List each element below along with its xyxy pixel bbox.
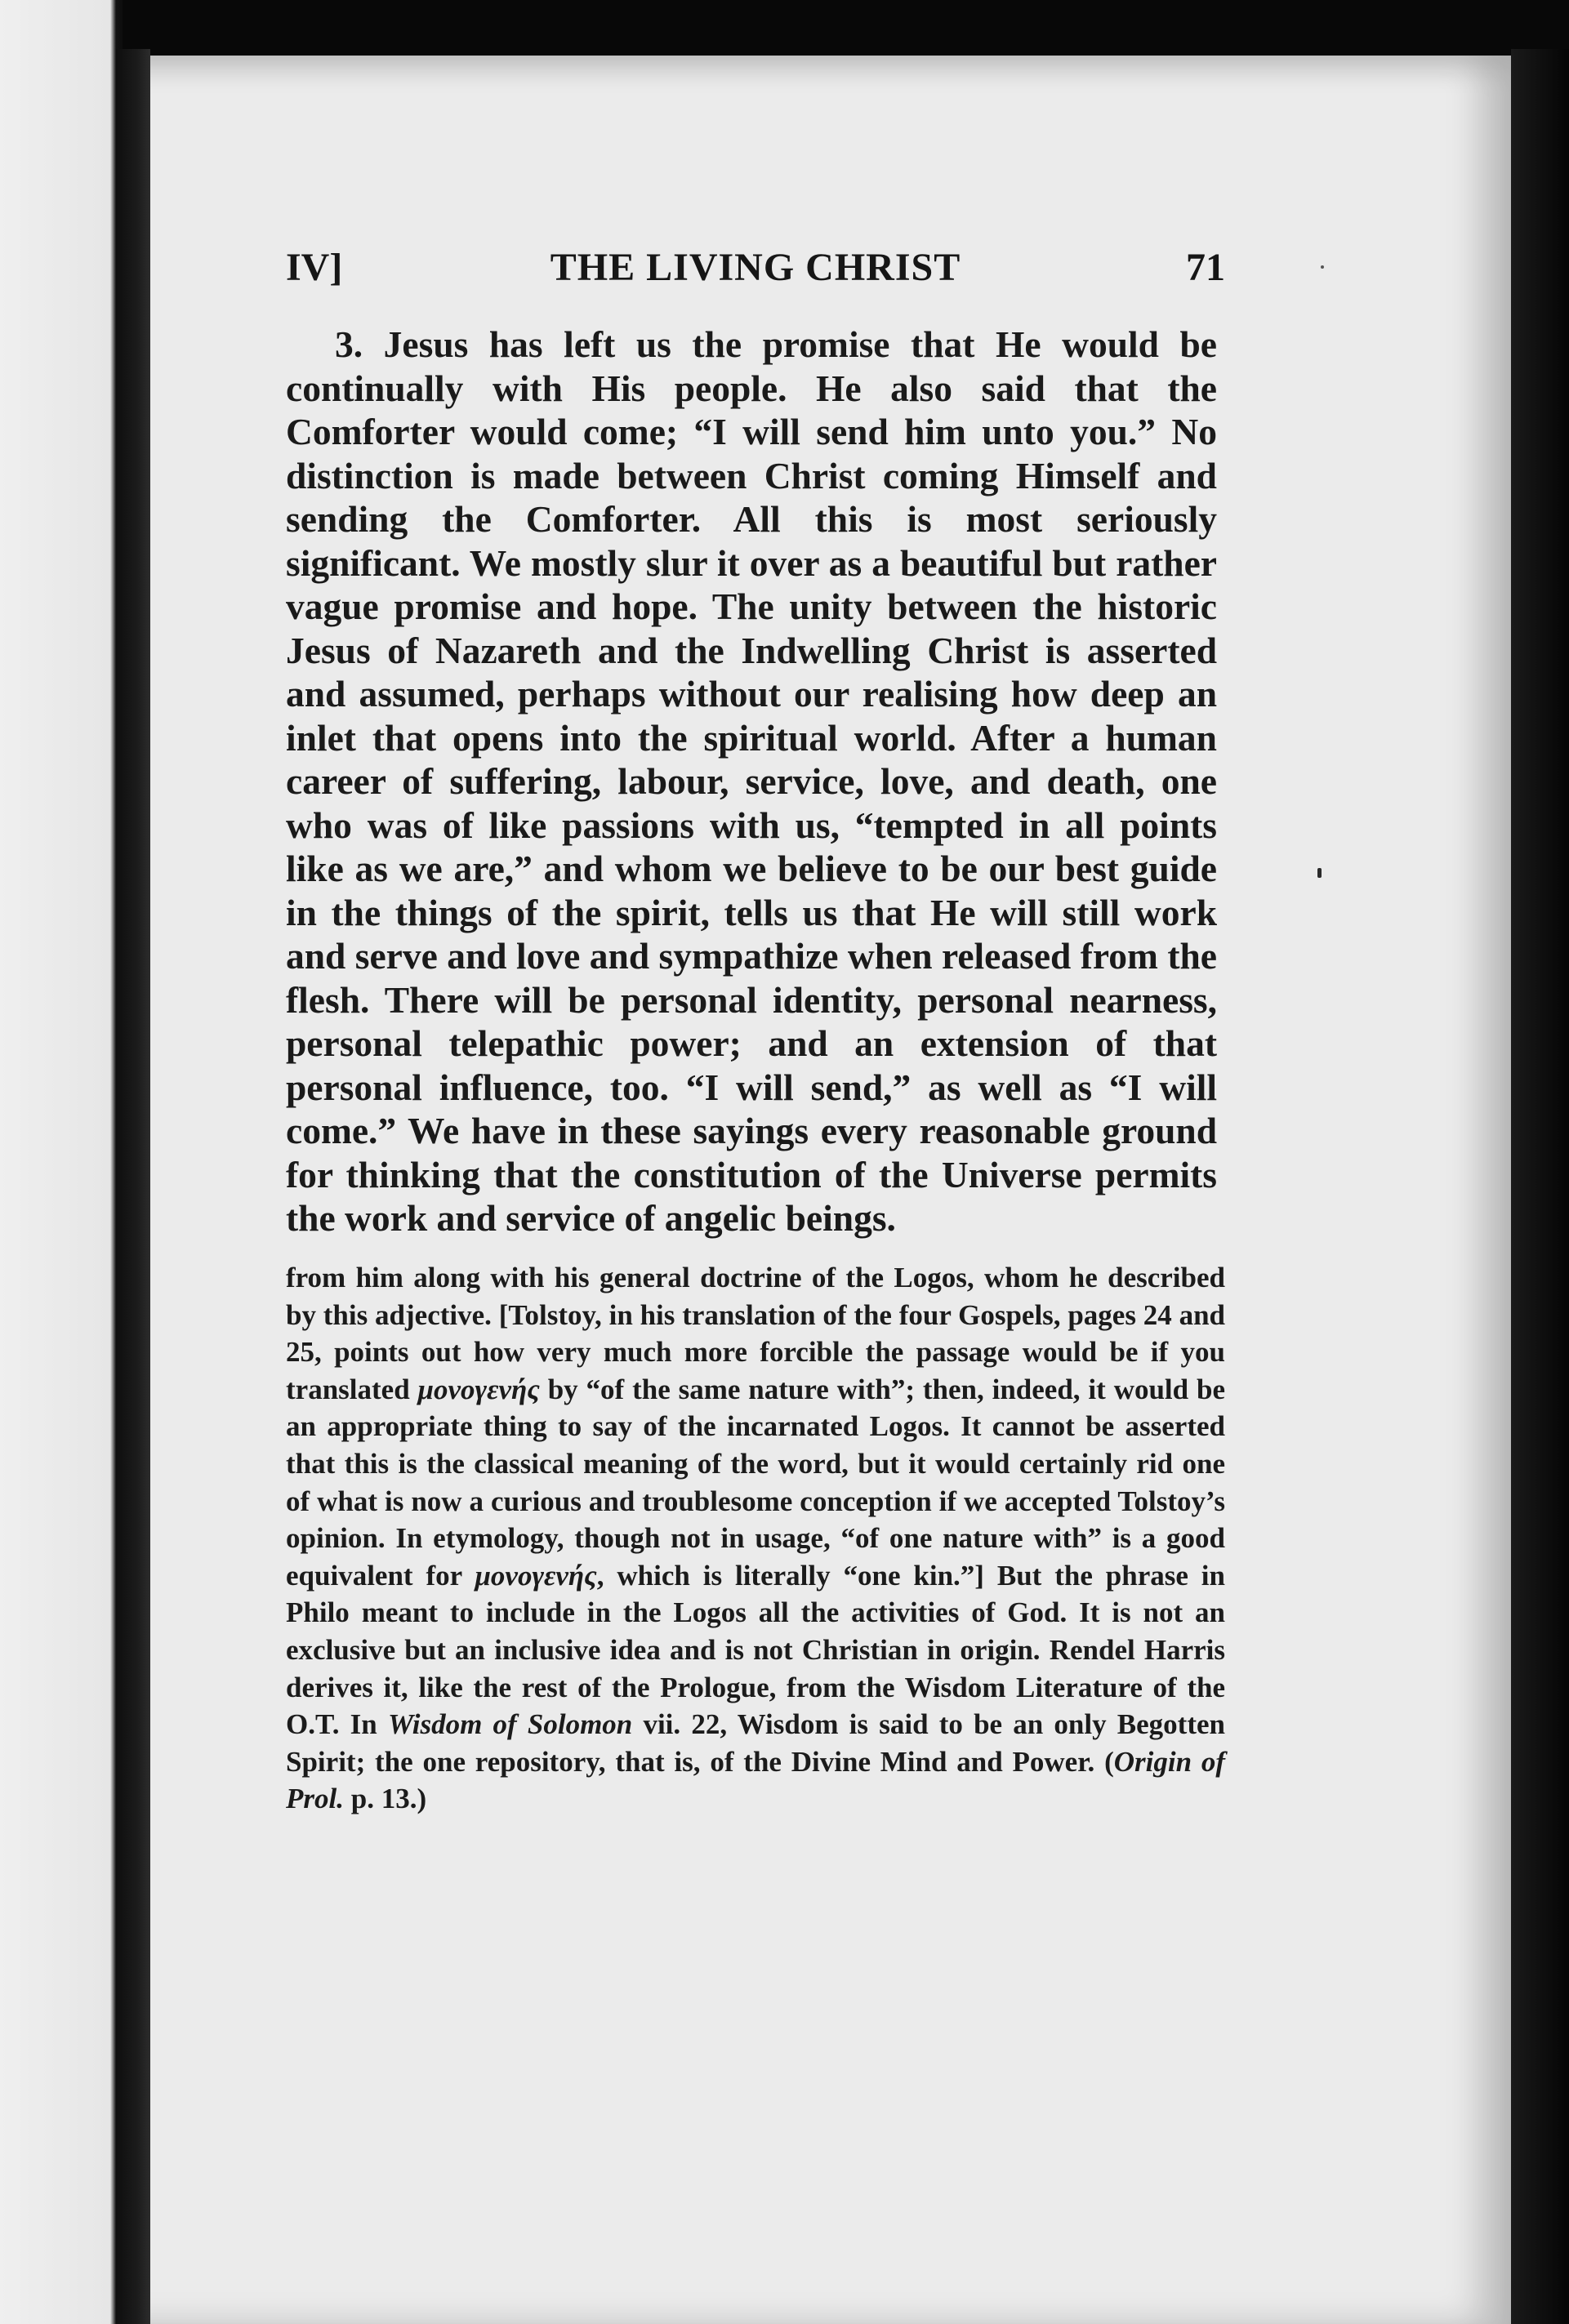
footnote-text: vii. 22, Wisdom is said to be an only Begotten Spirit; the one repository, that is, of the Divine Mind and Power. ( bbox=[286, 1708, 1225, 1778]
footnote-text: from him along with his general doctrine of the Logos, whom he described by this adjective. [Tolstoy, in his translation of the four Gospels, pages 24 and 25, points out how very much more forcible the passage would be if you translated bbox=[286, 1262, 1225, 1405]
greek-word: μονογενής bbox=[417, 1373, 540, 1405]
scan-top-edge bbox=[0, 0, 1569, 56]
book-spine bbox=[116, 49, 150, 2324]
margin-speck bbox=[1321, 265, 1324, 269]
book-title: Wisdom of Solomon bbox=[387, 1708, 633, 1741]
facing-page-edge bbox=[0, 0, 123, 2324]
footnote-text: , which is literally “one kin.”] But the phrase in Philo meant to include in the Logos all the activities of God. It is not an exclusive but an inclusive idea and is not Christian in origin. Rendel Harris derives it, like the rest of the Prologue, from the Wisdom Literature of the O.T. In bbox=[286, 1559, 1225, 1741]
scan-right-edge bbox=[1511, 49, 1569, 2324]
body-paragraph: 3. Jesus has left us the promise that He would be continually with His people. He also said that the Comforter would come; “I will send him unto you.” No distinction is made between Christ coming Himself and sending the Comforter. All this is most seriously significant. We mostly slur it over as a beautiful but rather vague promise and hope. The unity between the historic Jesus of Nazareth and the Indwelling Christ is asserted and assumed, perhaps without our realising how deep an inlet that opens into the spiritual world. After a human career of suffering, labour, service, love, and death, one who was of like passions with us, “tempted in all points like as we are,” and whom we believe to be our best guide in the things of the spirit, tells us that He will still work and serve and love and sympathize when released from the flesh. There will be personal identity, personal nearness, personal telepathic power; and an extension of that personal influence, too. “I will send,” as well as “I will come.” We have in these sayings every reasonable ground for thinking that the constitution of the Universe permits the work and service of angelic beings. bbox=[286, 323, 1217, 1239]
source-title: Origin of Prol. bbox=[286, 1745, 1226, 1815]
chapter-number: IV] bbox=[286, 246, 343, 289]
running-header bbox=[286, 245, 1225, 302]
running-title: THE LIVING CHRIST bbox=[550, 246, 961, 289]
footnote-text: p. 13.) bbox=[343, 1783, 427, 1815]
greek-word: μονογενής bbox=[475, 1559, 597, 1592]
footnote-text: by “of the same nature with”; then, indeed, it would be an appropriate thing to say of the incarnated Logos. It cannot be asserted that this is the classical meaning of the word, but it would certainly rid one of what is now a curious and troublesome conception if we accepted Tolstoy’s opinion. In etymology, though not in usage, “of one nature with” is a good equivalent for bbox=[286, 1373, 1226, 1592]
margin-mark bbox=[1317, 868, 1322, 878]
page-number: 71 bbox=[1186, 246, 1225, 289]
footnote bbox=[286, 1259, 1225, 1818]
